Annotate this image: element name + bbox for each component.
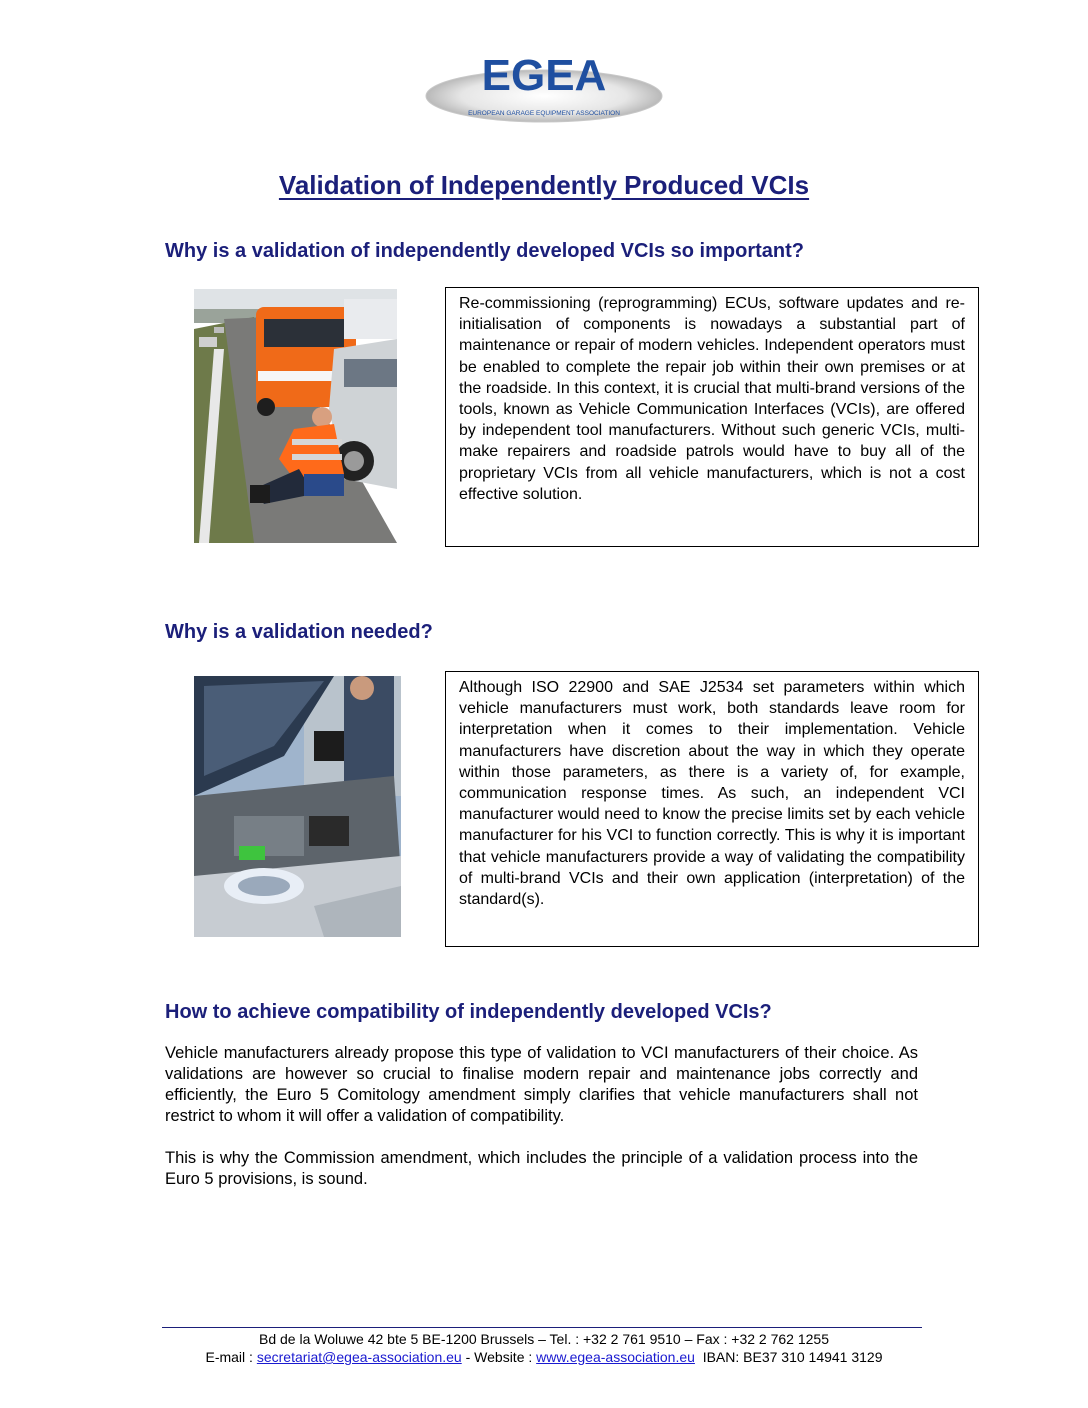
website-label: - Website :: [461, 1349, 537, 1365]
logo-subtitle: EUROPEAN GARAGE EQUIPMENT ASSOCIATION: [468, 110, 620, 117]
section-heading-need: Why is a validation needed?: [165, 621, 433, 643]
footer-divider: [162, 1327, 922, 1328]
email-link[interactable]: secretariat@egea-association.eu: [256, 1349, 462, 1365]
website-link[interactable]: www.egea-association.eu: [536, 1349, 695, 1365]
footer-address: Bd de la Woluwe 42 bte 5 BE-1200 Brussels – Tel. : +32 2 761 9510 – Fax : +32 2 762 1255: [259, 1331, 829, 1347]
section-heading-importance: Why is a validation of independently developed VCIs so important?: [165, 240, 804, 262]
logo-wordmark: EGEA: [481, 51, 607, 100]
engine-bay-photo: [194, 676, 401, 937]
roadside-repair-photo: [194, 289, 397, 543]
email-label: E-mail :: [205, 1349, 257, 1365]
section-heading-compatibility: How to achieve compatibility of independently developed VCIs?: [165, 1001, 772, 1023]
need-textbox: Although ISO 22900 and SAE J2534 set parameters within which vehicle manufacturers must work, both standards leave room for interpretation when it comes to their implementation. Vehicle manufacturers have discretion about the way in which they operate within those parameters, as there is a variety of, for example, communication response times. As such, an independent VCI manufacturer would need to know the precise limits set by each vehicle manufacturer for his VCI to function correctly. This is why it is important that vehicle manufacturers provide a way of validating the compatibility of multi-brand VCIs and their own application (interpretation) of the standard(s).: [445, 671, 979, 947]
footer-contact: [0, 1349, 1088, 1365]
iban-text: IBAN: BE37 310 14941 3129: [694, 1349, 883, 1365]
document-title: Validation of Independently Produced VCIs: [278, 170, 810, 200]
importance-textbox: Re-commissioning (reprogramming) ECUs, software updates and re-initialisation of components is nowadays a substantial part of maintenance or repair of modern vehicles. Independent operators must be enabled to complete the repair job within their own premises or at the roadside. In this context, it is crucial that multi-brand versions of the tools, known as Vehicle Communication Interfaces (VCIs), are offered by independent tool manufacturers. Without such generic VCIs, multi-make repairers and roadside patrols would have to buy all of the proprietary VCIs from all vehicle manufacturers, which is not a cost effective solution.: [445, 287, 979, 547]
compatibility-paragraph-2: This is why the Commission amendment, which includes the principle of a validation process into the Euro 5 provisions, is sound.: [165, 1149, 918, 1188]
egea-logo: [424, 44, 664, 124]
compatibility-paragraph-1: Vehicle manufacturers already propose this type of validation to VCI manufacturers of their choice. As validations are however so crucial to finalise modern repair and maintenance jobs correctly and efficiently, the Euro 5 Comitology amendment simply clarifies that vehicle manufacturers shall not restrict to whom it will offer a validation of compatibility.: [165, 1044, 918, 1125]
